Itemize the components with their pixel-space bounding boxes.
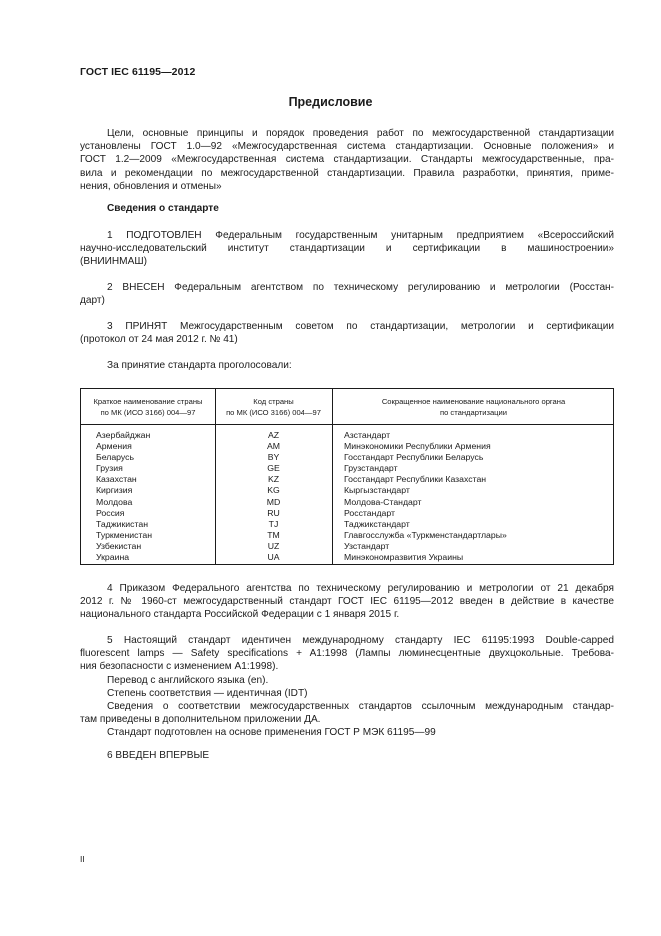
intro-line: вила и рекомендации по межгосударственной стандартизации. Правила разработки, принятия, приме- <box>80 167 614 179</box>
table-cell-body: Азстандарт <box>344 430 391 440</box>
item-4-paragraph <box>80 582 614 622</box>
item-3-line: (протокол от 24 мая 2012 г. № 41) <box>80 334 238 346</box>
item-2-line: 2 ВНЕСЕН Федеральным агентством по техническому регулированию и метрологии (Росстан- <box>107 282 614 293</box>
header-line: Краткое наименование страны <box>93 397 203 406</box>
voted-intro-paragraph <box>80 359 614 372</box>
table-cell-code: UA <box>267 552 280 563</box>
table-cell-country: Казахстан <box>96 474 137 485</box>
table-cell-code: AM <box>266 441 281 452</box>
item-5-paragraph <box>80 634 614 740</box>
intro-line: нения, обновления и отмены» <box>80 180 222 192</box>
table-cell-country: Беларусь <box>96 452 134 463</box>
table-cell-country: Туркменистан <box>96 529 153 540</box>
intro-line: установлены ГОСТ 1.0—92 «Межгосударственная система стандартизации. Основные положения» и <box>80 141 614 153</box>
item-1-paragraph <box>80 229 614 269</box>
header-line: Код страны <box>253 397 294 406</box>
table-cell-body: Узстандарт <box>344 540 390 551</box>
table-cell-code: TM <box>267 529 280 540</box>
item-2-line: дарт) <box>80 295 105 307</box>
table-body-column <box>344 430 612 563</box>
page-title: Предисловие <box>288 95 373 109</box>
table-country-column <box>96 430 214 563</box>
item-4-line: национального стандарта Российской Федерации с 1 января 2015 г. <box>80 609 400 621</box>
item-1-line: 1 ПОДГОТОВЛЕН Федеральным государственным унитарным предприятием «Всероссийский <box>107 230 614 241</box>
table-cell-body: Минэкономразвития Украины <box>344 552 464 563</box>
table-header-code <box>215 396 332 418</box>
item-5-line: ния безопасности с изменением A1:1998). <box>80 661 279 673</box>
item-4-line: 2012 г. № 1960-ст межгосударственный стандарт ГОСТ IEC 61195—2012 введен в действие в качестве <box>80 596 614 608</box>
table-cell-code: GE <box>267 463 280 474</box>
item-5-line: там приведены в дополнительном приложении ДА. <box>80 714 321 726</box>
standard-code: ГОСТ IEC 61195—2012 <box>80 66 196 78</box>
item-6-paragraph <box>80 749 614 762</box>
item-5-line: Перевод с английского языка (en). <box>107 674 269 686</box>
item-5-line: Сведения о соответствии межгосударственных стандартов ссылочным международным стандар- <box>107 701 614 713</box>
table-cell-country: Узбекистан <box>96 540 142 551</box>
voted-intro: За принятие стандарта проголосовали: <box>107 360 292 371</box>
item-6-line: 6 ВВЕДЕН ВПЕРВЫЕ <box>107 750 210 761</box>
table-cell-code: AZ <box>267 430 280 440</box>
item-2-paragraph <box>80 281 614 307</box>
table-cell-code: MD <box>266 496 281 507</box>
item-5-line: 5 Настоящий стандарт идентичен международному стандарту IEC 61195:1993 Double-capped <box>107 635 614 646</box>
table-cell-body: Минэкономики Республики Армения <box>344 441 491 452</box>
table-cell-country: Азербайджан <box>96 430 151 440</box>
table-cell-body: Росстандарт <box>344 507 395 518</box>
table-header-rule <box>81 424 613 425</box>
table-cell-body: Молдова-Стандарт <box>344 496 422 507</box>
table-cell-body: Кыргызстандарт <box>344 485 410 496</box>
item-5-line: fluorescent lamps — Safety specifications + A1:1998 (Лампы люминесцентные двухцокольные. Требова- <box>80 648 614 660</box>
table-cell-body: Таджикстандарт <box>344 518 410 529</box>
header-line: по МК (ИСО 3166) 004—97 <box>100 408 196 417</box>
page-number: II <box>80 854 85 864</box>
table-cell-code: BY <box>267 452 280 463</box>
intro-paragraph <box>80 127 614 193</box>
table-cell-code: UZ <box>267 540 280 551</box>
table-cell-code: KZ <box>267 474 280 485</box>
table-cell-country: Армения <box>96 441 132 452</box>
item-1-line: научно-исследовательский институт стандартизации и сертификации в машиностроении» <box>80 243 614 255</box>
voting-table <box>80 388 614 565</box>
item-5-line: Стандарт подготовлен на основе применения ГОСТ Р МЭК 61195—99 <box>107 727 436 739</box>
intro-line: Цели, основные принципы и порядок проведения работ по межгосударственной стандартизации <box>107 128 614 139</box>
table-cell-code: TJ <box>268 518 279 529</box>
table-cell-country: Киргизия <box>96 485 133 496</box>
table-cell-code: KG <box>267 485 280 496</box>
table-cell-body: Главгосслужба «Туркменстандартлары» <box>344 529 507 540</box>
item-3-paragraph <box>80 320 614 346</box>
table-cell-country: Молдова <box>96 496 133 507</box>
table-cell-body: Госстандарт Республики Казахстан <box>344 474 487 485</box>
table-cell-body: Госстандарт Республики Беларусь <box>344 452 484 463</box>
item-1-line: (ВНИИНМАШ) <box>80 256 147 268</box>
info-heading: Сведения о стандарте <box>107 203 219 214</box>
header-line: Сокращенное наименование национального органа <box>381 397 566 406</box>
table-header-body <box>332 396 615 418</box>
header-line: по МК (ИСО 3166) 004—97 <box>226 408 321 417</box>
table-cell-country: Россия <box>96 507 125 518</box>
table-cell-body: Грузстандарт <box>344 463 398 474</box>
table-code-column <box>215 430 332 563</box>
item-5-line: Степень соответствия — идентичная (IDT) <box>107 687 308 699</box>
table-cell-code: RU <box>267 507 280 518</box>
table-cell-country: Таджикистан <box>96 518 148 529</box>
table-cell-country: Грузия <box>96 463 123 474</box>
item-4-line: 4 Приказом Федерального агентства по техническому регулированию и метрологии от 21 декабря <box>107 583 614 594</box>
table-cell-country: Украина <box>96 552 130 563</box>
item-3-line: 3 ПРИНЯТ Межгосударственным советом по стандартизации, метрологии и сертификации <box>107 321 614 332</box>
header-line: по стандартизации <box>439 408 508 417</box>
intro-line: ГОСТ 1.2—2009 «Межгосударственная система стандартизации. Стандарты межгосударственные, пра- <box>80 154 614 166</box>
table-header-country <box>81 396 215 418</box>
